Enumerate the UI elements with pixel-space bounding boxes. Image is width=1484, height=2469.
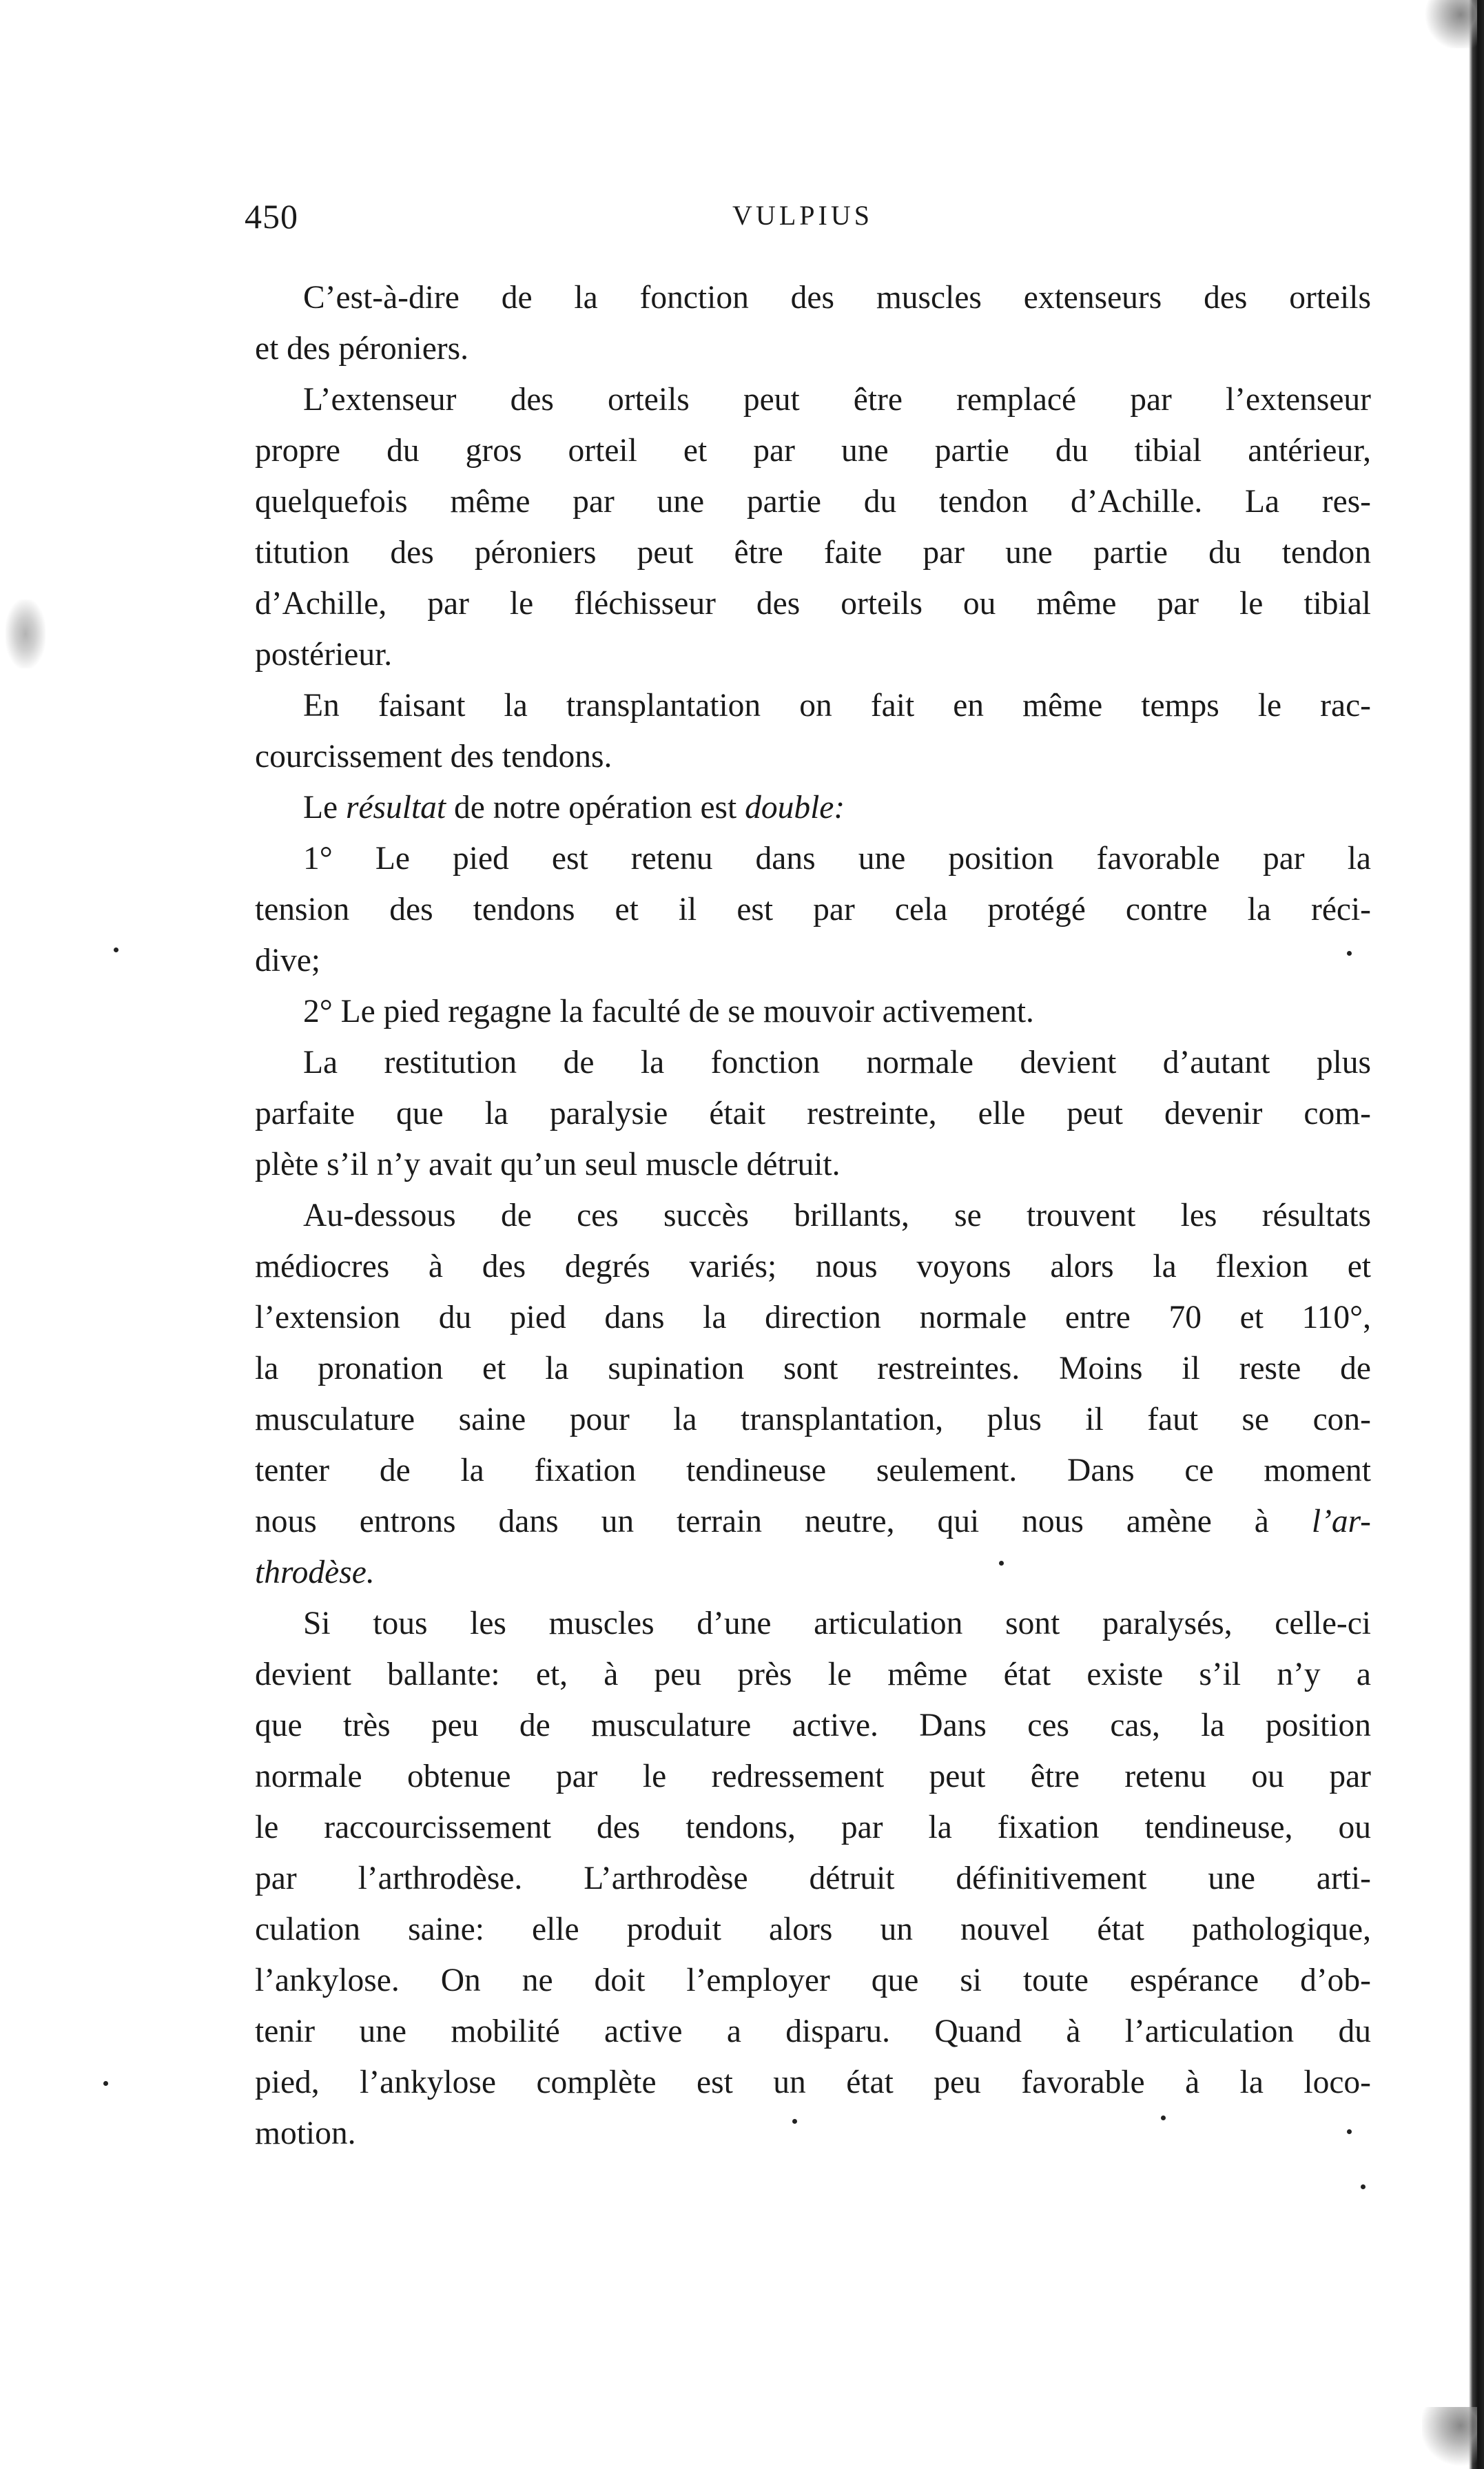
text-line: normale obtenue par le redressement peut être retenu ou par <box>255 1759 1371 1794</box>
scan-smudge-left <box>6 600 45 668</box>
scan-dust-dot <box>1361 2184 1366 2189</box>
text-line: parfaite que la paralysie était restreinte, elle peut devenir com- <box>255 1096 1371 1131</box>
page-number: 450 <box>245 197 298 236</box>
text-line: L’extenseur des orteils peut être remplacé par l’extenseur <box>303 382 1371 418</box>
body-text <box>255 272 1371 2159</box>
italic-text: résultat <box>345 790 446 826</box>
text-line: courcissement des tendons. <box>255 739 612 775</box>
text-line: La restitution de la fonction normale devient d’autant plus <box>303 1045 1371 1080</box>
text-line: motion. <box>255 2115 356 2151</box>
text-fragment: Le <box>303 790 346 826</box>
text-line: musculature saine pour la transplantation, plus il faut se con- <box>255 1402 1371 1437</box>
scan-dust-dot <box>103 2081 108 2086</box>
text-line: la pronation et la supination sont restreintes. Moins il reste de <box>255 1351 1371 1386</box>
text-line: pied, l’ankylose complète est un état peu favorable à la loco- <box>255 2065 1371 2100</box>
running-head: VULPIUS <box>732 200 873 231</box>
text-line: l’ankylose. On ne doit l’employer que si toute espérance d’ob- <box>255 1963 1371 1998</box>
text-line: propre du gros orteil et par une partie du tibial antérieur, <box>255 433 1371 469</box>
text-line: Au-dessous de ces succès brillants, se trouvent les résultats <box>303 1198 1371 1233</box>
text-line: culation saine: elle produit alors un nouvel état pathologique, <box>255 1912 1371 1947</box>
scan-speckle-top <box>1422 0 1477 48</box>
text-line: médiocres à des degrés variés; nous voyons alors la flexion et <box>255 1249 1371 1284</box>
text-line <box>255 782 1371 833</box>
text-line: d’Achille, par le fléchisseur des orteils ou même par le tibial <box>255 586 1371 622</box>
text-line: le raccourcissement des tendons, par la fixation tendineuse, ou <box>255 1810 1371 1845</box>
text-fragment: de notre opération est <box>446 790 745 826</box>
text-line: En faisant la transplantation on fait en même temps le rac- <box>303 688 1371 724</box>
text-line: tenir une mobilité active a disparu. Quand à l’articulation du <box>255 2014 1371 2049</box>
page-header <box>245 196 1361 245</box>
text-line: quelquefois même par une partie du tendon d’Achille. La res- <box>255 484 1371 520</box>
text-line: par l’arthrodèse. L’arthrodèse détruit définitivement une arti- <box>255 1861 1371 1896</box>
text-line: tenter de la fixation tendineuse seulement. Dans ce moment <box>255 1453 1371 1488</box>
text-line: titution des péroniers peut être faite par une partie du tendon <box>255 535 1371 571</box>
text-line: plète s’il n’y avait qu’un seul muscle détruit. <box>255 1147 841 1182</box>
text-line: Si tous les muscles d’une articulation sont paralysés, celle-ci <box>303 1606 1371 1641</box>
scan-binding-edge <box>1469 0 1484 2469</box>
text-line: dive; <box>255 943 320 979</box>
text-line: tension des tendons et il est par cela protégé contre la réci- <box>255 892 1371 928</box>
italic-text: double: <box>745 790 845 826</box>
text-line: postérieur. <box>255 637 393 673</box>
text-line: C’est-à-dire de la fonction des muscles extenseurs des orteils <box>303 280 1371 316</box>
scan-speckle-bottom <box>1422 2407 1477 2469</box>
text-line: 2° Le pied regagne la faculté de se mouvoir activement. <box>303 994 1034 1029</box>
scan-dust-dot <box>114 947 118 952</box>
text-line: et des péroniers. <box>255 331 468 367</box>
text-line: devient ballante: et, à peu près le même état existe s’il n’y a <box>255 1657 1371 1692</box>
text-line: 1° Le pied est retenu dans une position favorable par la <box>303 841 1371 877</box>
text-line: l’extension du pied dans la direction normale entre 70 et 110°, <box>255 1300 1371 1335</box>
text-line: nous entrons dans un terrain neutre, qui nous amène à l’ar- <box>255 1504 1371 1539</box>
text-line: que très peu de musculature active. Dans ces cas, la position <box>255 1708 1371 1743</box>
text-line: throdèse. <box>255 1555 375 1590</box>
